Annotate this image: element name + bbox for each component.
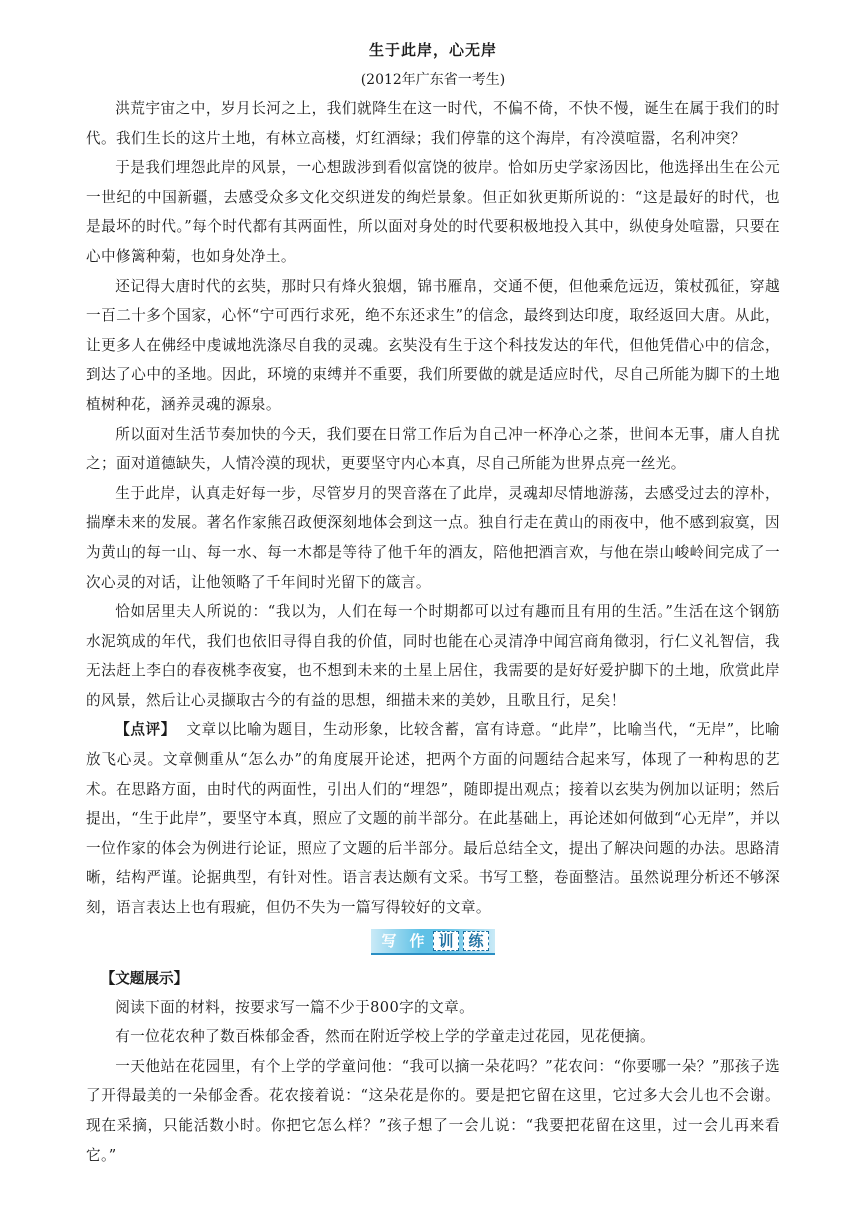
prompt-paragraph-2: 有一位花农种了数百株郁金香，然而在附近学校上学的学童走过花园，见花便摘。 <box>115 1028 655 1046</box>
essay-paragraph-2: 于是我们埋怨此岸的风景，一心想跋涉到看似富饶的彼岸。恰如历史学家汤因比，他选择出生在公元一世纪的中国新疆，去感受众多文化交织迸发的绚烂景象。但正如狄更斯所说的：“这是最好的时代，也是最坏的时代。”每个时代都有其两面性，所以面对身处的时代要积极地投入其中，纵使身处喧嚣，只要在心中修篱种菊，也如身处净土。 <box>86 159 780 265</box>
document-page <box>86 38 780 1170</box>
prompt-heading: 【文题展示】 <box>100 969 189 987</box>
banner-char-3: 训 <box>433 931 459 951</box>
review-paragraph <box>86 715 780 922</box>
essay-title: 生于此岸，心无岸 <box>368 41 497 59</box>
banner-box <box>371 929 495 955</box>
banner-char-2: 作 <box>409 931 425 950</box>
essay-paragraph-5: 生于此岸，认真走好每一步，尽管岁月的哭音落在了此岸，灵魂却尽情地游荡，去感受过去的淳朴，揣摩未来的发展。著名作家熊召政便深刻地体会到这一点。独自行走在黄山的雨夜中，他不感到寂寞，因为黄山的每一山、每一水、每一木都是等待了他千年的酒友，陪他把酒言欢，与他在崇山峻岭间完成了一次心灵的对话，让他领略了千年间时光留下的箴言。 <box>86 484 780 591</box>
essay-author-note: (2012年广东省一考生) <box>360 72 506 88</box>
prompt-paragraph-3: 一天他站在花园里，有个上学的学童问他：“我可以摘一朵花吗？”花农问：“你要哪一朵？”那孩子选了开得最美的一朵郁金香。花农接着说：“这朵花是你的。要是把它留在这里，它过多大会儿也不会谢。现在采摘，只能活数小时。你把它怎么样？”孩子想了一会儿说：“我要把花留在这里，过一会儿再来看它。” <box>86 1057 780 1164</box>
banner-char-4: 练 <box>463 931 489 951</box>
essay-paragraph-3: 还记得大唐时代的玄奘，那时只有烽火狼烟，锦书雁帛，交通不便，但他乘危远迈，策杖孤征，穿越一百二十多个国家，心怀“宁可西行求死，绝不东还求生”的信念，最终到达印度，取经返回大唐。从此，让更多人在佛经中虔诚地洗涤尽自我的灵魂。玄奘没有生于这个科技发达的年代，但他凭借心中的信念，到达了心中的圣地。因此，环境的束缚并不重要，我们所要做的就是适应时代，尽自己所能为脚下的土地植树种花，涵养灵魂的源泉。 <box>86 277 780 413</box>
essay-paragraph-6: 恰如居里夫人所说的：“我以为，人们在每一个时期都可以过有趣而且有用的生活。”生活在这个钢筋水泥筑成的年代，我们也依旧寻得自我的价值，同时也能在心灵清净中闻宫商角徵羽，行仁义礼智信，我无法赶上李白的春夜桃李夜宴，也不想到未来的土星上居住，我需要的是好好爱护脚下的土地，欣赏此岸的风景，然后让心灵撷取古今的有益的思想，细描未来的美妙，且歌且行，足矣！ <box>86 603 780 709</box>
review-text: 文章以比喻为题目，生动形象，比较含蓄，富有诗意。“此岸”，比喻当代，“无岸”，比喻放飞心灵。文章侧重从“怎么办”的角度展开论述，把两个方面的问题结合起来写，体现了一种构思的艺术。在思路方面，由时代的两面性，引出人们的“埋怨”，随即提出观点；接着以玄奘为例加以证明；然后提出，“生于此岸”，要坚守本真，照应了文题的前半部分。在此基础上，再论述如何做到“心无岸”，并以一位作家的体会为例进行论证，照应了文题的后半部分。最后总结全文，提出了解决问题的办法。思路清晰，结构严谨。论据典型，有针对性。语言表达颇有文采。书写工整，卷面整洁。虽然说理分析还不够深刻，语言表达上也有瑕疵，但仍不失为一篇写得较好的文章。 <box>86 721 780 917</box>
essay-paragraph-1: 洪荒宇宙之中，岁月长河之上，我们就降生在这一时代，不偏不倚，不快不慢，诞生在属于我们的时代。我们生长的这片土地，有林立高楼，灯红酒绿；我们停靠的这个海岸，有冷漠喧嚣，名利冲突？ <box>86 100 780 147</box>
essay-paragraph-4: 所以面对生活节奏加快的今天，我们要在日常工作后为自己冲一杯净心之茶，世间本无事，庸人自扰之；面对道德缺失，人情冷漠的现状，更要坚守内心本真，尽自己所能为世界点亮一丝光。 <box>86 425 780 473</box>
prompt-paragraph-1: 阅读下面的材料，按要求写一篇不少于800字的文章。 <box>115 998 475 1016</box>
writing-training-banner <box>86 929 780 955</box>
review-label: 【点评】 <box>115 721 176 739</box>
banner-char-1: 写 <box>381 931 397 950</box>
